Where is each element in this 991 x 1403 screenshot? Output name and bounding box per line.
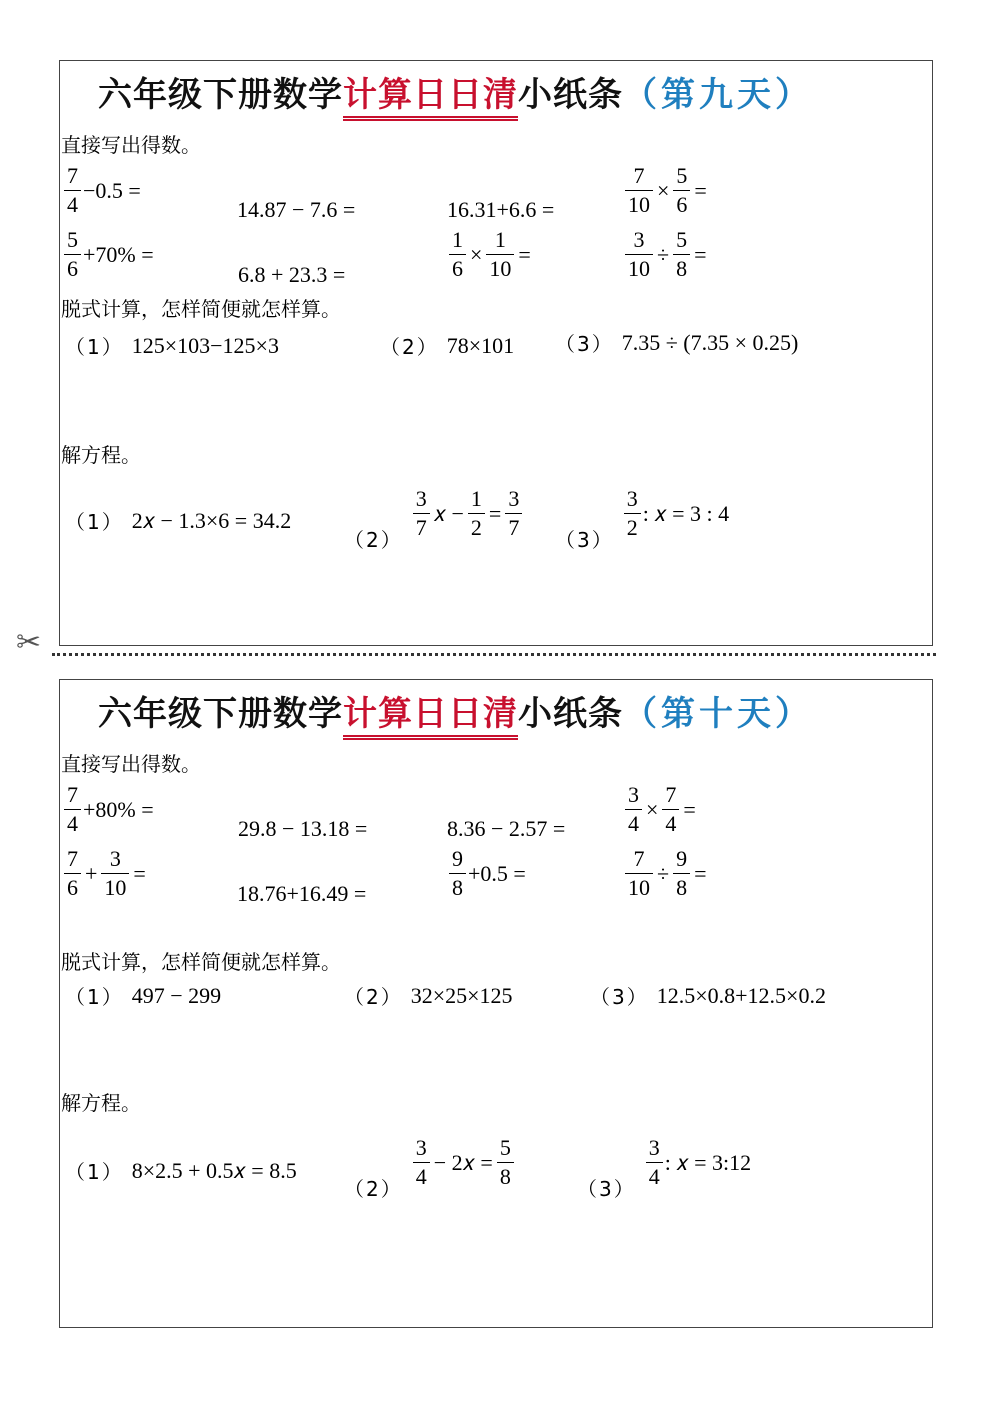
direct-item-a4: $\frac{7}{10}$ × $\frac{5}{6}$ = [623,165,709,216]
direct-item-a2: 29.8 − 13.18 = [238,816,368,841]
card-title [98,67,813,116]
equation-item-1: （1） 2𝑥 − 1.3×6 = 34.2 [65,507,292,534]
equation-item-1: （1） 8×2.5 + 0.5𝑥 = 8.5 [65,1157,297,1184]
equation-item-3: （3） $\frac{3}{4}$ : 𝑥 = 3:12 [577,1135,752,1201]
direct-item-b4: $\frac{3}{10}$ ÷ $\frac{5}{8}$ = [623,229,709,280]
title-part-daily: 计算日日清 [343,75,518,121]
title-part-grade: 六年级下册数学 [98,75,343,115]
section-heading-equation: 解方程。 [61,443,141,467]
cut-line-divider [52,653,936,656]
section-heading-direct: 直接写出得数。 [61,752,201,776]
simplify-item-2: （2） 78×101 [380,332,515,359]
direct-item-a3: 16.31+6.6 = [447,197,555,222]
direct-item-a3: 8.36 − 2.57 = [447,816,566,841]
section-heading-simplify: 脱式计算，怎样简便就怎样算。 [61,950,341,974]
direct-item-b2: 18.76+16.49 = [237,881,367,906]
simplify-item-3: （3） 12.5×0.8+12.5×0.2 [590,982,826,1009]
worksheet-card-day-9 [59,60,933,646]
title-part-note: 小纸条 [518,75,623,115]
direct-item-b1: $\frac{5}{6}$ +70% = [62,229,154,280]
equation-item-3: （3） $\frac{3}{2}$ : 𝑥 = 3 : 4 [555,486,730,552]
direct-item-b1: $\frac{7}{6}$ + $\frac{3}{10}$ = [62,848,148,899]
title-part-daily: 计算日日清 [343,694,518,740]
direct-item-b3: $\frac{9}{8}$ +0.5 = [447,848,526,899]
title-part-day: （第九天） [623,75,813,115]
section-heading-simplify: 脱式计算，怎样简便就怎样算。 [61,297,341,321]
direct-item-a1: $\frac{7}{4}$ −0.5 = [62,165,141,216]
fraction: $\frac{7}{4}$ [64,165,81,216]
title-part-note: 小纸条 [518,694,623,734]
direct-item-a1: $\frac{7}{4}$ +80% = [62,784,154,835]
scissors-icon: ✂ [16,625,42,660]
direct-item-b4: $\frac{7}{10}$ ÷ $\frac{9}{8}$ = [623,848,709,899]
title-part-day: （第十天） [623,694,813,734]
simplify-item-2: （2） 32×25×125 [344,982,513,1009]
worksheet-card-day-10 [59,679,933,1328]
simplify-item-1: （1） 125×103−125×3 [65,332,279,359]
card-title [98,686,813,735]
direct-item-b3: $\frac{1}{6}$ × $\frac{1}{10}$ = [447,229,533,280]
equation-item-2: （2） $\frac{3}{7}$ 𝑥 − $\frac{1}{2}$ = $\frac{3}{7}$ [344,474,524,553]
direct-item-a4: $\frac{3}{4}$ × $\frac{7}{4}$ = [623,784,698,835]
simplify-item-1: （1） 497 − 299 [65,982,222,1009]
simplify-item-3: （3） 7.35 ÷ (7.35 × 0.25) [555,329,799,356]
title-part-grade: 六年级下册数学 [98,694,343,734]
section-heading-equation: 解方程。 [61,1091,141,1115]
equation-item-2: （2） $\frac{3}{4}$ − 2𝑥 = $\frac{5}{8}$ [344,1123,516,1202]
direct-item-a2: 14.87 − 7.6 = [237,197,356,222]
direct-item-b2: 6.8 + 23.3 = [238,262,346,287]
section-heading-direct: 直接写出得数。 [61,133,201,157]
